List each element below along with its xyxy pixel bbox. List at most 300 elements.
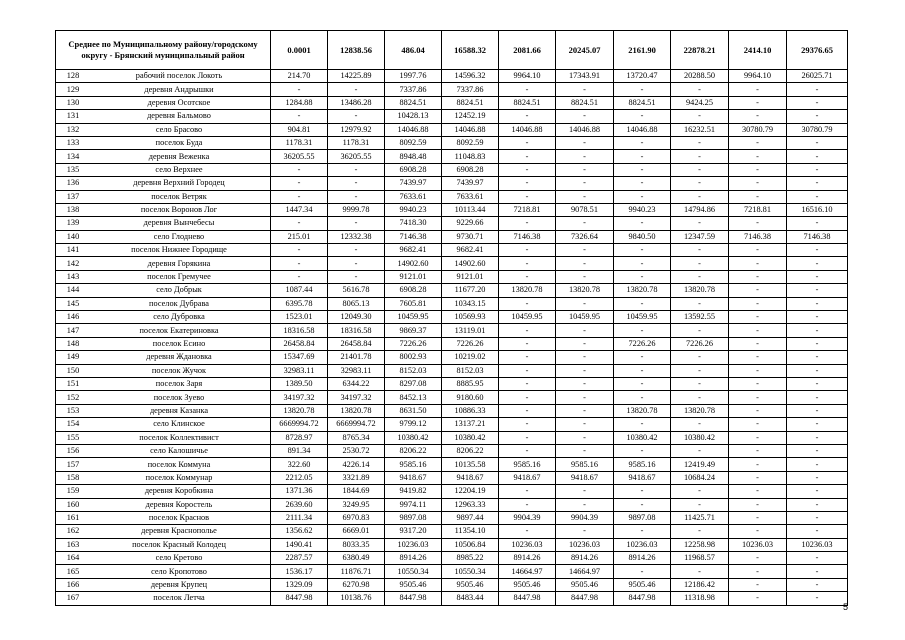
value-cell: - — [787, 592, 848, 605]
value-cell: 18316.58 — [271, 324, 328, 337]
value-cell: 6669994.72 — [271, 418, 328, 431]
value-cell: - — [614, 83, 671, 96]
settlement-name-cell — [56, 110, 271, 123]
row-number: 146 — [66, 312, 80, 322]
value-cell: 13820.78 — [614, 404, 671, 417]
value-cell: - — [271, 110, 328, 123]
value-cell: 14596.32 — [442, 70, 499, 83]
row-number: 138 — [66, 205, 80, 215]
value-cell: 21401.78 — [328, 351, 385, 364]
value-cell: - — [787, 498, 848, 511]
settlement-name: село Клинское — [153, 419, 205, 429]
value-cell: 8948.48 — [385, 150, 442, 163]
value-cell: - — [671, 525, 729, 538]
value-cell: - — [787, 552, 848, 565]
value-cell: 7146.38 — [385, 230, 442, 243]
value-cell: 9904.39 — [499, 511, 556, 524]
value-cell: 14794.86 — [671, 203, 729, 216]
table-row — [56, 150, 848, 163]
table-row — [56, 565, 848, 578]
value-cell: 8447.98 — [614, 592, 671, 605]
value-cell: 32983.11 — [271, 364, 328, 377]
value-cell: 10236.03 — [499, 538, 556, 551]
value-cell: 6908.28 — [385, 284, 442, 297]
value-cell: 9505.46 — [442, 578, 499, 591]
value-cell: 7326.64 — [556, 230, 614, 243]
value-cell: 9418.67 — [556, 471, 614, 484]
row-number: 150 — [66, 365, 80, 375]
settlement-name-cell — [56, 177, 271, 190]
value-cell: 32983.11 — [328, 364, 385, 377]
value-cell: 14046.88 — [442, 123, 499, 136]
value-cell: - — [787, 471, 848, 484]
table-row — [56, 257, 848, 270]
value-cell: - — [614, 136, 671, 149]
value-cell: 8447.98 — [385, 592, 442, 605]
value-cell: 9940.23 — [614, 203, 671, 216]
settlement-name: село Кретово — [155, 553, 203, 563]
value-cell: 12332.38 — [328, 230, 385, 243]
settlement-name-cell — [56, 458, 271, 471]
value-cell: 9585.16 — [385, 458, 442, 471]
value-cell: - — [729, 404, 787, 417]
value-cell: 8452.13 — [385, 391, 442, 404]
value-cell: 11677.20 — [442, 284, 499, 297]
value-cell: - — [729, 96, 787, 109]
table-row — [56, 485, 848, 498]
settlement-name-cell — [56, 217, 271, 230]
value-cell: - — [614, 364, 671, 377]
value-cell: - — [729, 150, 787, 163]
value-cell: - — [729, 418, 787, 431]
value-cell: - — [729, 511, 787, 524]
row-number: 133 — [66, 138, 80, 148]
header-value: 29376.65 — [787, 31, 848, 70]
value-cell: 10236.03 — [787, 538, 848, 551]
row-number: 164 — [66, 553, 80, 563]
row-number: 166 — [66, 580, 80, 590]
value-cell: 8092.59 — [442, 136, 499, 149]
value-cell: - — [787, 525, 848, 538]
value-cell: - — [499, 217, 556, 230]
value-cell: - — [556, 418, 614, 431]
value-cell: 13820.78 — [328, 404, 385, 417]
value-cell: 14046.88 — [499, 123, 556, 136]
row-number: 131 — [66, 111, 80, 121]
value-cell: - — [499, 337, 556, 350]
row-number: 155 — [66, 432, 80, 442]
value-cell: 8002.93 — [385, 351, 442, 364]
settlement-name-cell — [56, 311, 271, 324]
table-row — [56, 431, 848, 444]
value-cell: 12258.98 — [671, 538, 729, 551]
value-cell: 8297.08 — [385, 377, 442, 390]
value-cell: - — [499, 110, 556, 123]
value-cell: - — [671, 297, 729, 310]
settlement-name: поселок Летча — [153, 593, 205, 603]
row-number: 128 — [66, 71, 80, 81]
value-cell: - — [729, 364, 787, 377]
settlement-name-cell — [56, 364, 271, 377]
table-row — [56, 471, 848, 484]
value-cell: - — [499, 485, 556, 498]
value-cell: 7226.26 — [614, 337, 671, 350]
value-cell: - — [787, 96, 848, 109]
table-row — [56, 190, 848, 203]
value-cell: 9869.37 — [385, 324, 442, 337]
value-cell: 9904.39 — [556, 511, 614, 524]
value-cell: 10459.95 — [556, 311, 614, 324]
value-cell: 9424.25 — [671, 96, 729, 109]
value-cell: - — [499, 257, 556, 270]
value-cell: - — [787, 511, 848, 524]
value-cell: - — [729, 565, 787, 578]
value-cell: - — [787, 351, 848, 364]
value-cell: 7605.81 — [385, 297, 442, 310]
settlement-name-cell — [56, 418, 271, 431]
table-row — [56, 270, 848, 283]
value-cell: 14046.88 — [614, 123, 671, 136]
table-row — [56, 163, 848, 176]
value-cell: 904.81 — [271, 123, 328, 136]
settlement-name-cell — [56, 324, 271, 337]
value-cell: - — [729, 177, 787, 190]
settlement-name: поселок Гремучее — [147, 272, 211, 282]
value-cell: 7146.38 — [499, 230, 556, 243]
row-number: 162 — [66, 526, 80, 536]
value-cell: - — [787, 257, 848, 270]
value-cell: 891.34 — [271, 444, 328, 457]
table-row — [56, 377, 848, 390]
settlement-name-cell — [56, 136, 271, 149]
value-cell: 10138.76 — [328, 592, 385, 605]
row-number: 157 — [66, 459, 80, 469]
value-cell: - — [328, 190, 385, 203]
row-number: 143 — [66, 272, 80, 282]
value-cell: - — [556, 244, 614, 257]
value-cell: 9940.23 — [385, 203, 442, 216]
value-cell: - — [614, 270, 671, 283]
value-cell: - — [729, 217, 787, 230]
value-cell: - — [787, 391, 848, 404]
settlement-name: деревня Горякина — [147, 258, 211, 268]
value-cell: 11425.71 — [671, 511, 729, 524]
value-cell: 8483.44 — [442, 592, 499, 605]
value-cell: - — [787, 337, 848, 350]
table-row — [56, 230, 848, 243]
value-cell: 13820.78 — [614, 284, 671, 297]
settlement-name-cell — [56, 592, 271, 605]
value-cell: 1329.09 — [271, 578, 328, 591]
value-cell: 10343.15 — [442, 297, 499, 310]
value-cell: 9505.46 — [385, 578, 442, 591]
value-cell: 1284.88 — [271, 96, 328, 109]
value-cell: - — [271, 177, 328, 190]
value-cell: - — [556, 136, 614, 149]
settlement-name-cell — [56, 391, 271, 404]
value-cell: 3249.95 — [328, 498, 385, 511]
value-cell: 1523.01 — [271, 311, 328, 324]
value-cell: 10236.03 — [385, 538, 442, 551]
value-cell: - — [787, 136, 848, 149]
value-cell: - — [499, 177, 556, 190]
table-row — [56, 96, 848, 109]
row-number: 153 — [66, 405, 80, 415]
value-cell: 2212.05 — [271, 471, 328, 484]
settlement-name-cell — [56, 525, 271, 538]
value-cell: - — [787, 150, 848, 163]
value-cell: - — [787, 458, 848, 471]
value-cell: - — [787, 404, 848, 417]
header-value: 0.0001 — [271, 31, 328, 70]
value-cell: 8824.51 — [556, 96, 614, 109]
data-table — [55, 30, 848, 606]
value-cell: 14046.88 — [385, 123, 442, 136]
value-cell: - — [787, 311, 848, 324]
value-cell: 13119.01 — [442, 324, 499, 337]
value-cell: 9418.67 — [614, 471, 671, 484]
settlement-name: поселок Краснов — [148, 513, 210, 523]
value-cell: - — [556, 270, 614, 283]
value-cell: - — [614, 297, 671, 310]
value-cell: 10459.95 — [499, 311, 556, 324]
value-cell: - — [499, 190, 556, 203]
row-number: 158 — [66, 472, 80, 482]
header-row — [56, 31, 848, 70]
value-cell: - — [614, 324, 671, 337]
value-cell: 11048.83 — [442, 150, 499, 163]
value-cell: 18316.58 — [328, 324, 385, 337]
settlement-name-cell — [56, 190, 271, 203]
value-cell: 7146.38 — [787, 230, 848, 243]
value-cell: 12419.49 — [671, 458, 729, 471]
value-cell: 1844.69 — [328, 485, 385, 498]
value-cell: - — [729, 377, 787, 390]
header-value: 2161.90 — [614, 31, 671, 70]
value-cell: 12204.19 — [442, 485, 499, 498]
row-number: 159 — [66, 486, 80, 496]
settlement-name: поселок Ветряк — [151, 191, 207, 201]
value-cell: 7218.81 — [729, 203, 787, 216]
value-cell: 14046.88 — [556, 123, 614, 136]
row-number: 135 — [66, 164, 80, 174]
value-cell: 7337.86 — [442, 83, 499, 96]
value-cell: - — [671, 485, 729, 498]
settlement-name-cell — [56, 471, 271, 484]
row-number: 142 — [66, 258, 80, 268]
row-number: 160 — [66, 499, 80, 509]
settlement-name: деревня Коробкина — [144, 486, 214, 496]
value-cell: - — [787, 578, 848, 591]
value-cell: 8985.22 — [442, 552, 499, 565]
row-number: 156 — [66, 446, 80, 456]
value-cell: - — [499, 163, 556, 176]
value-cell: 8631.50 — [385, 404, 442, 417]
row-number: 139 — [66, 218, 80, 228]
value-cell: 3321.89 — [328, 471, 385, 484]
settlement-name: деревня Осотское — [147, 97, 211, 107]
settlement-name: деревня Верхний Городец — [133, 178, 225, 188]
value-cell: 10684.24 — [671, 471, 729, 484]
value-cell: - — [787, 565, 848, 578]
value-cell: 7146.38 — [729, 230, 787, 243]
row-number: 149 — [66, 352, 80, 362]
value-cell: - — [729, 578, 787, 591]
table-row — [56, 391, 848, 404]
table-row — [56, 525, 848, 538]
value-cell: 15347.69 — [271, 351, 328, 364]
settlement-name: поселок Есино — [152, 339, 206, 348]
value-cell: - — [787, 444, 848, 457]
value-cell: - — [328, 257, 385, 270]
settlement-name-cell — [56, 163, 271, 176]
value-cell: - — [271, 83, 328, 96]
value-cell: 13486.28 — [328, 96, 385, 109]
value-cell: - — [328, 244, 385, 257]
value-cell: 9419.82 — [385, 485, 442, 498]
value-cell: - — [556, 217, 614, 230]
value-cell: - — [729, 444, 787, 457]
value-cell: 36205.55 — [271, 150, 328, 163]
value-cell: - — [614, 444, 671, 457]
value-cell: - — [729, 498, 787, 511]
value-cell: 13820.78 — [271, 404, 328, 417]
value-cell: - — [556, 257, 614, 270]
settlement-name-cell — [56, 511, 271, 524]
value-cell: - — [787, 297, 848, 310]
value-cell: 9897.08 — [385, 511, 442, 524]
table-row — [56, 123, 848, 136]
value-cell: 9964.10 — [729, 70, 787, 83]
settlement-name-cell — [56, 351, 271, 364]
settlement-name: деревня Веженка — [148, 151, 210, 161]
value-cell: - — [614, 150, 671, 163]
value-cell: - — [499, 324, 556, 337]
settlement-name: деревня Краснополье — [141, 526, 217, 536]
row-number: 154 — [66, 419, 80, 429]
value-cell: 6270.98 — [328, 578, 385, 591]
value-cell: 12452.19 — [442, 110, 499, 123]
settlement-name: поселок Буда — [155, 138, 203, 148]
settlement-name: село Глоднево — [153, 231, 205, 241]
value-cell: 16516.10 — [787, 203, 848, 216]
value-cell: - — [729, 391, 787, 404]
table-row — [56, 297, 848, 310]
settlement-name-cell — [56, 444, 271, 457]
value-cell: - — [499, 351, 556, 364]
settlement-name-cell — [56, 123, 271, 136]
settlement-name-cell — [56, 83, 271, 96]
value-cell: 9317.20 — [385, 525, 442, 538]
value-cell: 8914.26 — [499, 552, 556, 565]
value-cell: - — [614, 418, 671, 431]
value-cell: - — [729, 458, 787, 471]
value-cell: - — [671, 163, 729, 176]
settlement-name-cell — [56, 404, 271, 417]
value-cell: 8914.26 — [556, 552, 614, 565]
value-cell: - — [729, 351, 787, 364]
value-cell: 6970.83 — [328, 511, 385, 524]
value-cell: - — [556, 150, 614, 163]
value-cell: 10236.03 — [729, 538, 787, 551]
settlement-name: поселок Дубрава — [149, 298, 209, 308]
value-cell: 1178.31 — [271, 136, 328, 149]
value-cell: 7226.26 — [671, 337, 729, 350]
value-cell: - — [729, 163, 787, 176]
value-cell: 5616.78 — [328, 284, 385, 297]
value-cell: 10428.13 — [385, 110, 442, 123]
header-value: 20245.07 — [556, 31, 614, 70]
value-cell: 9078.51 — [556, 203, 614, 216]
value-cell: 12049.30 — [328, 311, 385, 324]
value-cell: - — [729, 270, 787, 283]
value-cell: 6380.49 — [328, 552, 385, 565]
value-cell: 10219.02 — [442, 351, 499, 364]
row-number: 167 — [66, 593, 80, 603]
value-cell: - — [729, 324, 787, 337]
value-cell: - — [614, 257, 671, 270]
row-number: 151 — [66, 379, 80, 389]
value-cell: 1356.62 — [271, 525, 328, 538]
settlement-name: деревня Бальмово — [147, 111, 211, 121]
value-cell: - — [671, 150, 729, 163]
value-cell: 14664.97 — [499, 565, 556, 578]
value-cell: 6344.22 — [328, 377, 385, 390]
value-cell: - — [614, 244, 671, 257]
value-cell: - — [729, 485, 787, 498]
value-cell: 16232.51 — [671, 123, 729, 136]
settlement-name: село Брасово — [155, 124, 203, 134]
value-cell: 13820.78 — [556, 284, 614, 297]
value-cell: - — [499, 136, 556, 149]
table-row — [56, 337, 848, 350]
table-row — [56, 83, 848, 96]
value-cell: - — [499, 364, 556, 377]
value-cell: 7337.86 — [385, 83, 442, 96]
value-cell: 34197.32 — [328, 391, 385, 404]
value-cell: 2530.72 — [328, 444, 385, 457]
value-cell: - — [271, 244, 328, 257]
value-cell: 26025.71 — [787, 70, 848, 83]
value-cell: 11354.10 — [442, 525, 499, 538]
value-cell: - — [499, 270, 556, 283]
table-row — [56, 592, 848, 605]
value-cell: 215.01 — [271, 230, 328, 243]
value-cell: - — [271, 190, 328, 203]
value-cell: - — [499, 431, 556, 444]
settlement-name-cell — [56, 150, 271, 163]
value-cell: - — [671, 270, 729, 283]
row-number: 163 — [66, 539, 80, 549]
value-cell: - — [556, 431, 614, 444]
value-cell: - — [271, 217, 328, 230]
value-cell: - — [271, 163, 328, 176]
value-cell: - — [787, 217, 848, 230]
value-cell: 14902.60 — [442, 257, 499, 270]
value-cell: - — [671, 217, 729, 230]
value-cell: 7633.61 — [385, 190, 442, 203]
value-cell: - — [729, 431, 787, 444]
table-row — [56, 351, 848, 364]
value-cell: 10236.03 — [614, 538, 671, 551]
value-cell: 8092.59 — [385, 136, 442, 149]
value-cell: 12186.42 — [671, 578, 729, 591]
value-cell: 13820.78 — [671, 284, 729, 297]
value-cell: - — [787, 177, 848, 190]
value-cell: - — [499, 418, 556, 431]
table-row — [56, 70, 848, 83]
value-cell: - — [556, 110, 614, 123]
